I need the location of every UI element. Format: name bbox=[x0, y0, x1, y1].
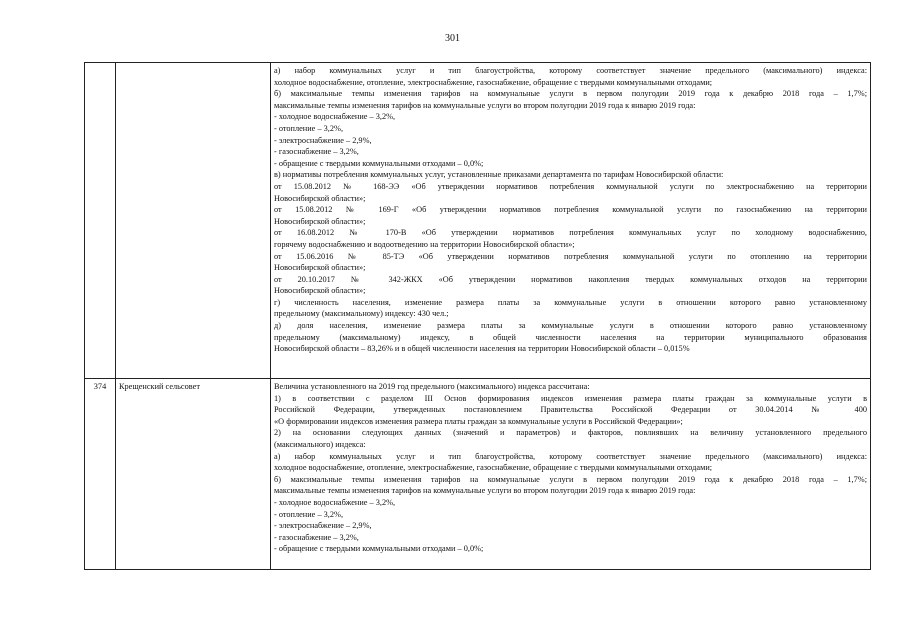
text-line: от 15.06.2016 № 85-ТЭ «Об утверждении нормативов потребления коммунальной услуги по отоплению на территории bbox=[274, 251, 867, 261]
text-line: - отопление – 3,2%, bbox=[274, 123, 344, 133]
text-line: Новосибирской области»; bbox=[274, 216, 366, 226]
text-line: - электроснабжение – 2,9%, bbox=[274, 521, 372, 531]
text-line: «О формировании индексов изменения размера платы граждан за коммунальные услуги в Российской Федерации»; bbox=[274, 416, 683, 426]
text-line: максимальные темпы изменения тарифов на коммунальные услуги во втором полугодии 2019 года к январю 2019 года: bbox=[274, 486, 696, 496]
text-line: Величина установленного на 2019 год предельного (максимального) индекса рассчитана: bbox=[274, 382, 590, 391]
text-line: холодное водоснабжение, отопление, электроснабжение, газоснабжение, обращение с твердыми коммунальными отходами; bbox=[274, 77, 713, 87]
text-line: (максимального) индекса: bbox=[274, 439, 366, 449]
text-line: а) набор коммунальных услуг и тип благоустройства, которому соответствует значение предельного (максимального) индекса: bbox=[274, 66, 867, 75]
text-line: от 20.10.2017 № 342-ЖКХ «Об утверждении нормативов накопления твердых коммунальных отходов на территории bbox=[274, 274, 867, 284]
text-line: - газоснабжение – 3,2%, bbox=[274, 147, 359, 157]
text-line: б) максимальные темпы изменения тарифов на коммунальные услуги в первом полугодии 2019 года к декабрю 2018 года – 1,7%; bbox=[274, 89, 867, 99]
text-line: предельному (максимальному) индексу, в общей численности населения на территории муниципального образования bbox=[274, 332, 867, 342]
calculation-details-cell bbox=[271, 63, 871, 379]
text-line: г) численность населения, изменение размера платы за коммунальные услуги в отношении которого равно установленному bbox=[274, 297, 867, 307]
text-line: от 16.08.2012 № 170-В «Об утверждении нормативов потребления коммунальных услуг по холодному водоснабжению, bbox=[274, 228, 867, 238]
text-line: д) доля населения, изменение размера платы за коммунальные услуги в отношении которого равно установленному bbox=[274, 321, 867, 331]
table-row bbox=[85, 379, 871, 570]
calculation-details-cell bbox=[271, 379, 871, 570]
text-line: - электроснабжение – 2,9%, bbox=[274, 135, 372, 145]
text-line: холодное водоснабжение, отопление, электроснабжение, газоснабжение, обращение с твердыми коммунальными отходами; bbox=[274, 463, 713, 473]
text-line: - отопление – 3,2%, bbox=[274, 509, 344, 519]
text-line: предельному (максимальному) индексу: 430 чел.; bbox=[274, 309, 449, 319]
row-number-cell: 374 bbox=[85, 379, 116, 570]
text-line: Новосибирской области – 83,26% и в общей численности населения на территории Новосибирской области – 0,015% bbox=[274, 344, 690, 354]
text-line: - обращение с твердыми коммунальными отходами – 0,0%; bbox=[274, 158, 484, 168]
page-number: 301 bbox=[445, 33, 460, 44]
text-line: а) набор коммунальных услуг и тип благоустройства, которому соответствует значение предельного (максимального) индекса: bbox=[274, 451, 867, 461]
text-line: Новосибирской области»; bbox=[274, 193, 366, 203]
document-table bbox=[84, 62, 871, 570]
municipality-name-cell bbox=[116, 63, 271, 379]
text-line: 1) в соответствии с разделом III Основ формирования индексов изменения размера платы граждан за коммунальные услуги в bbox=[274, 393, 867, 403]
text-line: от 15.08.2012 № 168-ЭЭ «Об утверждении нормативов потребления коммунальной услуги по электроснабжению на территории bbox=[274, 181, 867, 191]
text-line: в) нормативы потребления коммунальных услуг, установленные приказами департамента по тарифам Новосибирской области: bbox=[274, 170, 724, 180]
text-line: горячему водоснабжению и водоотведению на территории Новосибирской области»; bbox=[274, 239, 575, 249]
text-line: - холодное водоснабжение – 3,2%, bbox=[274, 497, 396, 507]
row-number-cell bbox=[85, 63, 116, 379]
text-line: б) максимальные темпы изменения тарифов на коммунальные услуги в первом полугодии 2019 года к декабрю 2018 года – 1,7%; bbox=[274, 474, 867, 484]
municipality-name-cell: Крещенский сельсовет bbox=[116, 379, 271, 570]
text-line: максимальные темпы изменения тарифов на коммунальные услуги во втором полугодии 2019 года к январю 2019 года: bbox=[274, 100, 696, 110]
text-line: Новосибирской области»; bbox=[274, 286, 366, 296]
text-line: от 15.08.2012 № 169-Г «Об утверждении нормативов потребления коммунальной услуги по газоснабжению на территории bbox=[274, 205, 867, 215]
text-line: Новосибирской области»; bbox=[274, 263, 366, 273]
text-line: - газоснабжение – 3,2%, bbox=[274, 532, 359, 542]
text-line: - обращение с твердыми коммунальными отходами – 0,0%; bbox=[274, 544, 484, 554]
text-line: - холодное водоснабжение – 3,2%, bbox=[274, 112, 396, 122]
text-line: 2) на основании следующих данных (значений и параметров) и факторов, повлиявших на величину установленного предельного bbox=[274, 428, 867, 438]
text-line: Российской Федерации, утвержденных постановлением Правительства Российской Федерации от 30.04.2014 № 400 bbox=[274, 405, 867, 415]
table-row bbox=[85, 63, 871, 379]
